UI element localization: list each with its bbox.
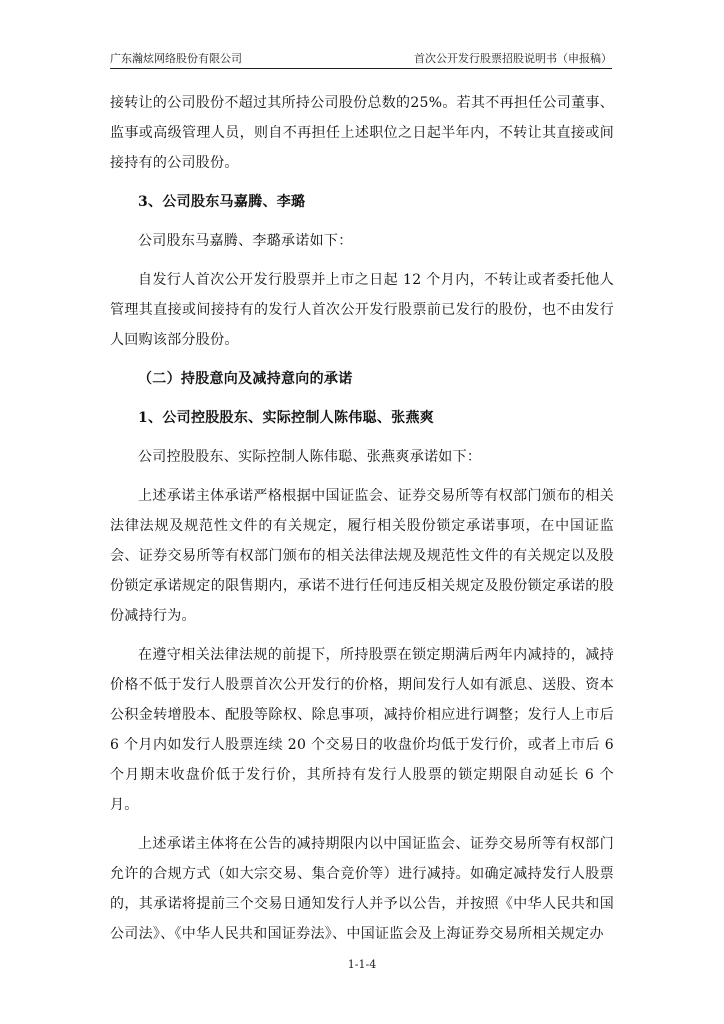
page-header	[110, 50, 612, 68]
header-company-name: 广东瀚炫网络股份有限公司	[110, 52, 242, 65]
paragraph-12-month-lockup: 自发行人首次公开发行股票并上市之日起 12 个月内，不转让或者委托他人管理其直接或间接持有的发行人首次公开发行股票前已发行的股份，也不由发行人回购该部分股份。	[110, 272, 614, 348]
paragraph-strict-compliance: 上述承诺主体承诺严格根据中国证监会、证券交易所等有权部门颁布的相关法律法规及规范性文件的有关规定，履行相关股份锁定承诺事项，在中国证监会、证券交易所等有权部门颁布的相关法律法规及规范性文件的有关规定以及股份锁定承诺规定的限售期内，承诺不进行任何违反相关规定及股份锁定承诺的股份减持行为。	[110, 488, 614, 624]
header-divider	[110, 68, 612, 69]
paragraph-share-transfer-limit: 接转让的公司股份不超过其所持公司股份总数的25%。若其不再担任公司董事、监事或高级管理人员，则自不再担任上述职位之日起半年内，不转让其直接或间接持有的公司股份。	[110, 95, 614, 171]
paragraph-controlling-commitment-intro: 公司控股股东、实际控制人陈伟聪、张燕爽承诺如下：	[138, 449, 482, 465]
heading-shareholders-ma-li: 3、公司股东马嘉腾、李璐	[138, 194, 306, 210]
paragraph-reduction-price: 在遵守相关法律法规的前提下，所持股票在锁定期满后两年内减持的，减持价格不低于发行人股票首次公开发行的价格，期间发行人如有派息、送股、资本公积金转增股本、配股等除权、除息事项，减持价相应进行调整；发行人上市后6 个月内如发行人股票连续 20 个交易日的收盘价均低于发行价，或者上市后 6个月期末收盘价低于发行价，其所持有发行人股票的锁定期限自动延长 6 个月。	[110, 647, 614, 813]
document-body	[110, 88, 614, 949]
heading-holding-reduction-intent: （二）持股意向及减持意向的承诺	[138, 371, 353, 387]
heading-controlling-shareholders: 1、公司控股股东、实际控制人陈伟聪、张燕爽	[138, 410, 435, 426]
header-document-title: 首次公开发行股票招股说明书（申报稿）	[414, 52, 612, 65]
paragraph-ma-li-commitment-intro: 公司股东马嘉腾、李璐承诺如下：	[138, 233, 353, 249]
paragraph-reduction-method: 上述承诺主体将在公告的减持期限内以中国证监会、证券交易所等有权部门允许的合规方式（如大宗交易、集合竞价等）进行减持。如确定减持发行人股票的，其承诺将提前三个交易日通知发行人并予以公告，并按照《中华人民共和国公司法》、《中华人民共和国证券法》、中国证监会及上海证券交易所相关规定办	[110, 836, 614, 942]
page-number: 1-1-4	[347, 958, 377, 971]
